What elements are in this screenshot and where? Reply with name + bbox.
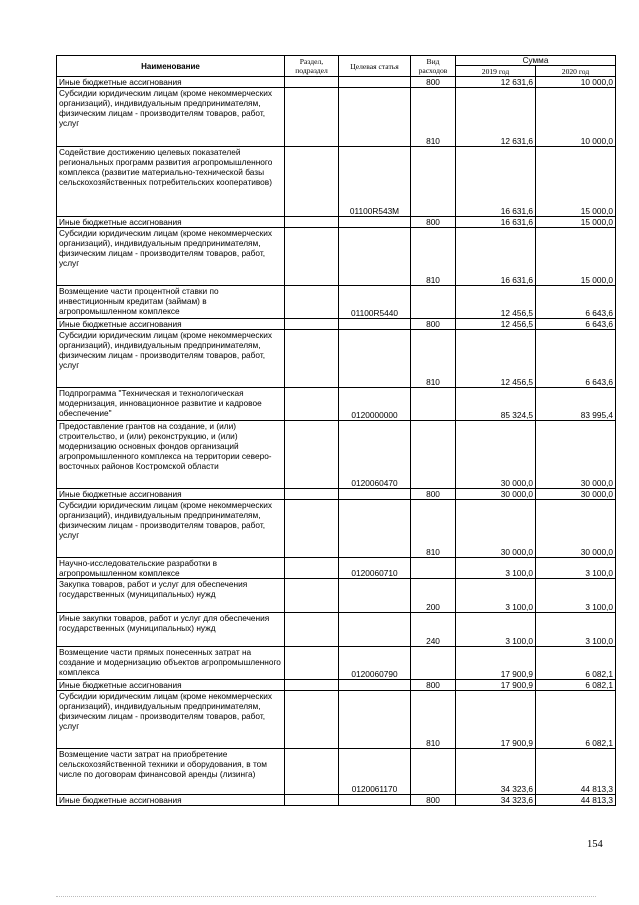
row-expense-type: 200 — [411, 579, 456, 613]
table-row — [57, 691, 616, 749]
row-expense-type: 800 — [411, 795, 456, 806]
row-expense-type: 240 — [411, 613, 456, 647]
row-target: 0120060790 — [339, 647, 411, 680]
row-expense-type: 810 — [411, 330, 456, 388]
row-value-2020: 6 643,6 — [536, 319, 616, 330]
row-target: 0120060470 — [339, 421, 411, 489]
row-expense-type — [411, 286, 456, 319]
row-target: 0120060710 — [339, 558, 411, 579]
row-value-2019: 17 900,9 — [456, 647, 536, 680]
row-name: Предоставление грантов на создание, и (или) строительство, и (или) реконструкцию, и (или) модернизацию основных фондов организаций агропромышленного комплекса на территории северо-восточных районов Костромской области — [57, 421, 285, 489]
row-value-2020: 10 000,0 — [536, 77, 616, 88]
row-target — [339, 88, 411, 147]
table-row — [57, 217, 616, 228]
row-value-2019: 34 323,6 — [456, 795, 536, 806]
table-row — [57, 489, 616, 500]
row-expense-type: 800 — [411, 319, 456, 330]
row-target — [339, 489, 411, 500]
header-name: Наименование — [57, 56, 285, 77]
row-value-2020: 6 082,1 — [536, 680, 616, 691]
row-value-2020: 6 082,1 — [536, 647, 616, 680]
table-row — [57, 88, 616, 147]
row-expense-type — [411, 749, 456, 795]
row-value-2019: 30 000,0 — [456, 421, 536, 489]
row-value-2019: 3 100,0 — [456, 579, 536, 613]
row-name: Содействие достижению целевых показателей региональных программ развития агропромышленного комплекса (развитие материально-технической базы сельскохозяйственных потребительских кооперативов) — [57, 147, 285, 217]
table-row — [57, 558, 616, 579]
row-expense-type — [411, 558, 456, 579]
row-section — [285, 579, 339, 613]
row-expense-type: 800 — [411, 680, 456, 691]
table-row — [57, 388, 616, 421]
row-name: Иные бюджетные ассигнования — [57, 680, 285, 691]
row-value-2020: 3 100,0 — [536, 558, 616, 579]
row-expense-type: 800 — [411, 489, 456, 500]
row-name: Иные закупки товаров, работ и услуг для обеспечения государственных (муниципальных) нужд — [57, 613, 285, 647]
row-value-2019: 85 324,5 — [456, 388, 536, 421]
row-name: Субсидии юридическим лицам (кроме некоммерческих организаций), индивидуальным предпринимателям, физическим лицам - производителям товаров, работ, услуг — [57, 500, 285, 558]
row-section — [285, 228, 339, 286]
row-name: Подпрограмма "Техническая и технологическая модернизация, инновационное развитие и кадровое обеспечение" — [57, 388, 285, 421]
table-row — [57, 330, 616, 388]
table-row — [57, 319, 616, 330]
table-row — [57, 749, 616, 795]
header-year-2020: 2020 год — [536, 66, 616, 77]
row-expense-type: 800 — [411, 217, 456, 228]
row-section — [285, 217, 339, 228]
row-name: Научно-исследовательские разработки в агропромышленном комплексе — [57, 558, 285, 579]
table-row — [57, 228, 616, 286]
row-name: Субсидии юридическим лицам (кроме некоммерческих организаций), индивидуальным предпринимателям, физическим лицам - производителям товаров, работ, услуг — [57, 88, 285, 147]
row-value-2020: 83 995,4 — [536, 388, 616, 421]
row-value-2020: 6 643,6 — [536, 330, 616, 388]
row-name: Субсидии юридическим лицам (кроме некоммерческих организаций), индивидуальным предпринимателям, физическим лицам - производителям товаров, работ, услуг — [57, 691, 285, 749]
row-target — [339, 795, 411, 806]
row-section — [285, 77, 339, 88]
row-target: 0120000000 — [339, 388, 411, 421]
row-target — [339, 319, 411, 330]
row-value-2020: 15 000,0 — [536, 217, 616, 228]
row-section — [285, 88, 339, 147]
row-expense-type: 810 — [411, 88, 456, 147]
row-value-2019: 17 900,9 — [456, 691, 536, 749]
row-value-2019: 12 631,6 — [456, 77, 536, 88]
row-target — [339, 228, 411, 286]
row-target — [339, 613, 411, 647]
row-section — [285, 647, 339, 680]
row-name: Иные бюджетные ассигнования — [57, 489, 285, 500]
row-section — [285, 147, 339, 217]
row-section — [285, 691, 339, 749]
row-name: Возмещение части процентной ставки по инвестиционным кредитам (займам) в агропромышленном комплексе — [57, 286, 285, 319]
row-value-2020: 6 082,1 — [536, 691, 616, 749]
row-value-2019: 12 456,5 — [456, 330, 536, 388]
table-row — [57, 77, 616, 88]
row-value-2019: 12 456,5 — [456, 286, 536, 319]
row-section — [285, 558, 339, 579]
row-target — [339, 500, 411, 558]
table-row — [57, 286, 616, 319]
row-value-2020: 15 000,0 — [536, 228, 616, 286]
row-value-2019: 17 900,9 — [456, 680, 536, 691]
row-section — [285, 319, 339, 330]
row-value-2019: 30 000,0 — [456, 500, 536, 558]
row-value-2020: 44 813,3 — [536, 795, 616, 806]
header-target: Целевая статья — [339, 56, 411, 77]
row-name: Иные бюджетные ассигнования — [57, 77, 285, 88]
table-row — [57, 421, 616, 489]
row-expense-type — [411, 388, 456, 421]
page-number: 154 — [587, 839, 603, 850]
row-value-2020: 3 100,0 — [536, 613, 616, 647]
row-value-2020: 3 100,0 — [536, 579, 616, 613]
row-target: 0120061170 — [339, 749, 411, 795]
header-year-2019: 2019 год — [456, 66, 536, 77]
row-expense-type: 800 — [411, 77, 456, 88]
row-target — [339, 579, 411, 613]
row-target — [339, 680, 411, 691]
row-value-2019: 3 100,0 — [456, 613, 536, 647]
table-body — [57, 77, 616, 806]
row-target: 01100R543M — [339, 147, 411, 217]
row-section — [285, 489, 339, 500]
row-target — [339, 691, 411, 749]
row-value-2019: 16 631,6 — [456, 217, 536, 228]
row-name: Возмещение части прямых понесенных затрат на создание и модернизацию объектов агропромышленного комплекса — [57, 647, 285, 680]
row-name: Возмещение части затрат на приобретение сельскохозяйственной техники и оборудования, в том числе по договорам финансовой аренды (лизинга) — [57, 749, 285, 795]
header-sum: Сумма — [456, 56, 616, 66]
row-name: Иные бюджетные ассигнования — [57, 217, 285, 228]
row-expense-type — [411, 147, 456, 217]
row-expense-type: 810 — [411, 500, 456, 558]
row-value-2020: 30 000,0 — [536, 421, 616, 489]
row-name: Субсидии юридическим лицам (кроме некоммерческих организаций), индивидуальным предпринимателям, физическим лицам - производителям товаров, работ, услуг — [57, 228, 285, 286]
table-row — [57, 647, 616, 680]
row-section — [285, 749, 339, 795]
row-section — [285, 388, 339, 421]
row-value-2019: 12 456,5 — [456, 319, 536, 330]
row-name: Иные бюджетные ассигнования — [57, 795, 285, 806]
row-expense-type — [411, 647, 456, 680]
row-expense-type: 810 — [411, 228, 456, 286]
row-target: 01100R5440 — [339, 286, 411, 319]
table-row — [57, 613, 616, 647]
row-value-2020: 30 000,0 — [536, 500, 616, 558]
row-section — [285, 795, 339, 806]
table-row — [57, 500, 616, 558]
row-value-2019: 30 000,0 — [456, 489, 536, 500]
table-row — [57, 579, 616, 613]
table-row — [57, 795, 616, 806]
row-target — [339, 77, 411, 88]
row-value-2019: 34 323,6 — [456, 749, 536, 795]
row-value-2020: 44 813,3 — [536, 749, 616, 795]
row-name: Закупка товаров, работ и услуг для обеспечения государственных (муниципальных) нужд — [57, 579, 285, 613]
row-section — [285, 330, 339, 388]
row-section — [285, 680, 339, 691]
row-expense-type: 810 — [411, 691, 456, 749]
row-value-2020: 30 000,0 — [536, 489, 616, 500]
row-target — [339, 217, 411, 228]
row-name: Субсидии юридическим лицам (кроме некоммерческих организаций), индивидуальным предпринимателям, физическим лицам - производителям товаров, работ, услуг — [57, 330, 285, 388]
row-value-2020: 10 000,0 — [536, 88, 616, 147]
table-row — [57, 147, 616, 217]
row-value-2019: 12 631,6 — [456, 88, 536, 147]
row-value-2019: 16 631,6 — [456, 228, 536, 286]
row-expense-type — [411, 421, 456, 489]
row-value-2020: 15 000,0 — [536, 147, 616, 217]
header-row — [57, 56, 616, 66]
row-target — [339, 330, 411, 388]
row-section — [285, 500, 339, 558]
row-section — [285, 286, 339, 319]
row-section — [285, 613, 339, 647]
row-name: Иные бюджетные ассигнования — [57, 319, 285, 330]
row-value-2019: 16 631,6 — [456, 147, 536, 217]
row-section — [285, 421, 339, 489]
table-row — [57, 680, 616, 691]
header-section: Раздел, подраздел — [285, 56, 339, 77]
row-value-2020: 6 643,6 — [536, 286, 616, 319]
bottom-divider — [56, 896, 596, 897]
row-value-2019: 3 100,0 — [456, 558, 536, 579]
header-expense-type: Вид расходов — [411, 56, 456, 77]
budget-table — [56, 55, 616, 806]
